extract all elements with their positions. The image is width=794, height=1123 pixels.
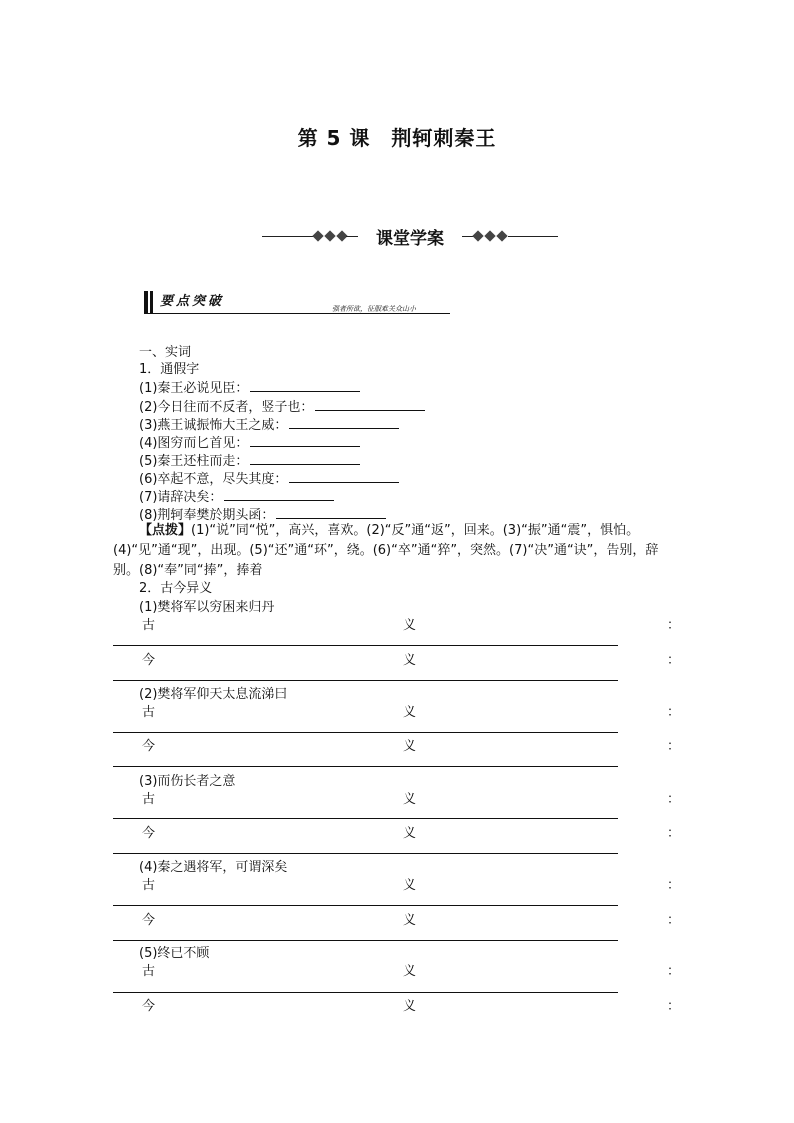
answer-line[interactable]	[113, 905, 618, 906]
hint-tag: 【点拨】	[139, 523, 192, 538]
lesson-title: 第 5 课 荆轲刺秦王	[297, 126, 497, 150]
colon: ：	[667, 878, 681, 893]
diamond-ornament	[324, 230, 335, 241]
section-title: 课堂学案	[376, 229, 444, 249]
gujin-item-2: (2)樊将军仰天太息流涕曰	[139, 687, 288, 702]
tongjia-item-5	[139, 450, 360, 469]
gujin-item-5: (5)终已不顾	[139, 946, 210, 961]
tongjia-item-2	[139, 396, 425, 415]
item-text: (6)卒起不意，尽失其度：	[139, 472, 288, 487]
part1-subheading: 1．通假字	[139, 362, 200, 377]
gujin-item-3: (3)而伤长者之意	[139, 774, 236, 789]
banner-underline	[144, 313, 450, 314]
answer-line[interactable]	[113, 680, 618, 681]
section-rule-left-inner	[346, 236, 358, 237]
gujin-item-1: (1)樊将军以穷困来归丹	[139, 600, 275, 615]
colon: ：	[667, 826, 681, 841]
answer-blank[interactable]	[289, 416, 399, 429]
item-text: (2)今日往而不反者，竖子也：	[139, 400, 314, 415]
colon: ：	[667, 739, 681, 754]
answer-line[interactable]	[113, 732, 618, 733]
colon: ：	[667, 618, 681, 633]
hint-text: (1)“说”同“悦”，高兴，喜欢。(2)“反”通“返”，回来。(3)“振”通“震”，惧怕。(4)“见”通“现”，出现。(5)“还”通“环”，绕。(6)“卒”通“猝”，突然。(7)“决”通“诀”，告别，辞别。(8)“奉”同“捧”，捧着	[113, 523, 659, 578]
key-points-motto: 强者所欲，征服难关众山小	[332, 305, 416, 313]
colon: ：	[667, 653, 681, 668]
jin-label: 今	[142, 999, 156, 1014]
gu-label: 古	[142, 964, 156, 979]
section-rule-left-outer	[262, 236, 314, 237]
colon: ：	[667, 964, 681, 979]
yi-label: 义	[403, 739, 417, 754]
item-text: (5)秦王还柱而走：	[139, 454, 249, 469]
key-points-label: 要点突破	[160, 294, 225, 309]
tongjia-item-7	[139, 486, 334, 505]
answer-blank[interactable]	[250, 379, 360, 392]
yi-label: 义	[403, 618, 417, 633]
hint-paragraph	[113, 521, 683, 581]
colon: ：	[667, 705, 681, 720]
gujin-item-4: (4)秦之遇将军，可谓深矣	[139, 860, 288, 875]
part1-heading: 一、实词	[139, 345, 192, 360]
gu-label: 古	[142, 878, 156, 893]
yi-label: 义	[403, 705, 417, 720]
tongjia-item-1	[139, 377, 360, 396]
gu-label: 古	[142, 618, 156, 633]
yi-label: 义	[403, 999, 417, 1014]
gu-label: 古	[142, 705, 156, 720]
answer-blank[interactable]	[224, 488, 334, 501]
item-text: (1)秦王必说见臣：	[139, 381, 249, 396]
diamond-ornament	[496, 230, 507, 241]
banner-bar	[144, 291, 148, 313]
diamond-ornament	[472, 230, 483, 241]
answer-line[interactable]	[113, 766, 618, 767]
part2-subheading: 2．古今异义	[139, 581, 213, 596]
yi-label: 义	[403, 964, 417, 979]
jin-label: 今	[142, 653, 156, 668]
colon: ：	[667, 913, 681, 928]
jin-label: 今	[142, 739, 156, 754]
answer-line[interactable]	[113, 992, 618, 993]
yi-label: 义	[403, 878, 417, 893]
answer-blank[interactable]	[276, 506, 386, 519]
answer-line[interactable]	[113, 645, 618, 646]
banner-bar	[150, 291, 153, 313]
colon: ：	[667, 999, 681, 1014]
diamond-ornament	[484, 230, 495, 241]
answer-line[interactable]	[113, 853, 618, 854]
item-text: (3)燕王诚振怖大王之威：	[139, 418, 288, 433]
yi-label: 义	[403, 653, 417, 668]
jin-label: 今	[142, 826, 156, 841]
answer-blank[interactable]	[315, 398, 425, 411]
jin-label: 今	[142, 913, 156, 928]
gu-label: 古	[142, 792, 156, 807]
tongjia-item-3	[139, 414, 399, 433]
item-text: (4)图穷而匕首见：	[139, 436, 249, 451]
yi-label: 义	[403, 792, 417, 807]
section-rule-right-outer	[508, 236, 558, 237]
item-text: (8)荆轲奉樊於期头函：	[139, 508, 275, 523]
tongjia-item-6	[139, 468, 399, 487]
answer-line[interactable]	[113, 940, 618, 941]
yi-label: 义	[403, 826, 417, 841]
answer-blank[interactable]	[250, 452, 360, 465]
answer-line[interactable]	[113, 818, 618, 819]
tongjia-item-4	[139, 432, 360, 451]
colon: ：	[667, 792, 681, 807]
answer-blank[interactable]	[289, 470, 399, 483]
answer-blank[interactable]	[250, 434, 360, 447]
diamond-ornament	[312, 230, 323, 241]
yi-label: 义	[403, 913, 417, 928]
item-text: (7)请辞决矣：	[139, 490, 223, 505]
